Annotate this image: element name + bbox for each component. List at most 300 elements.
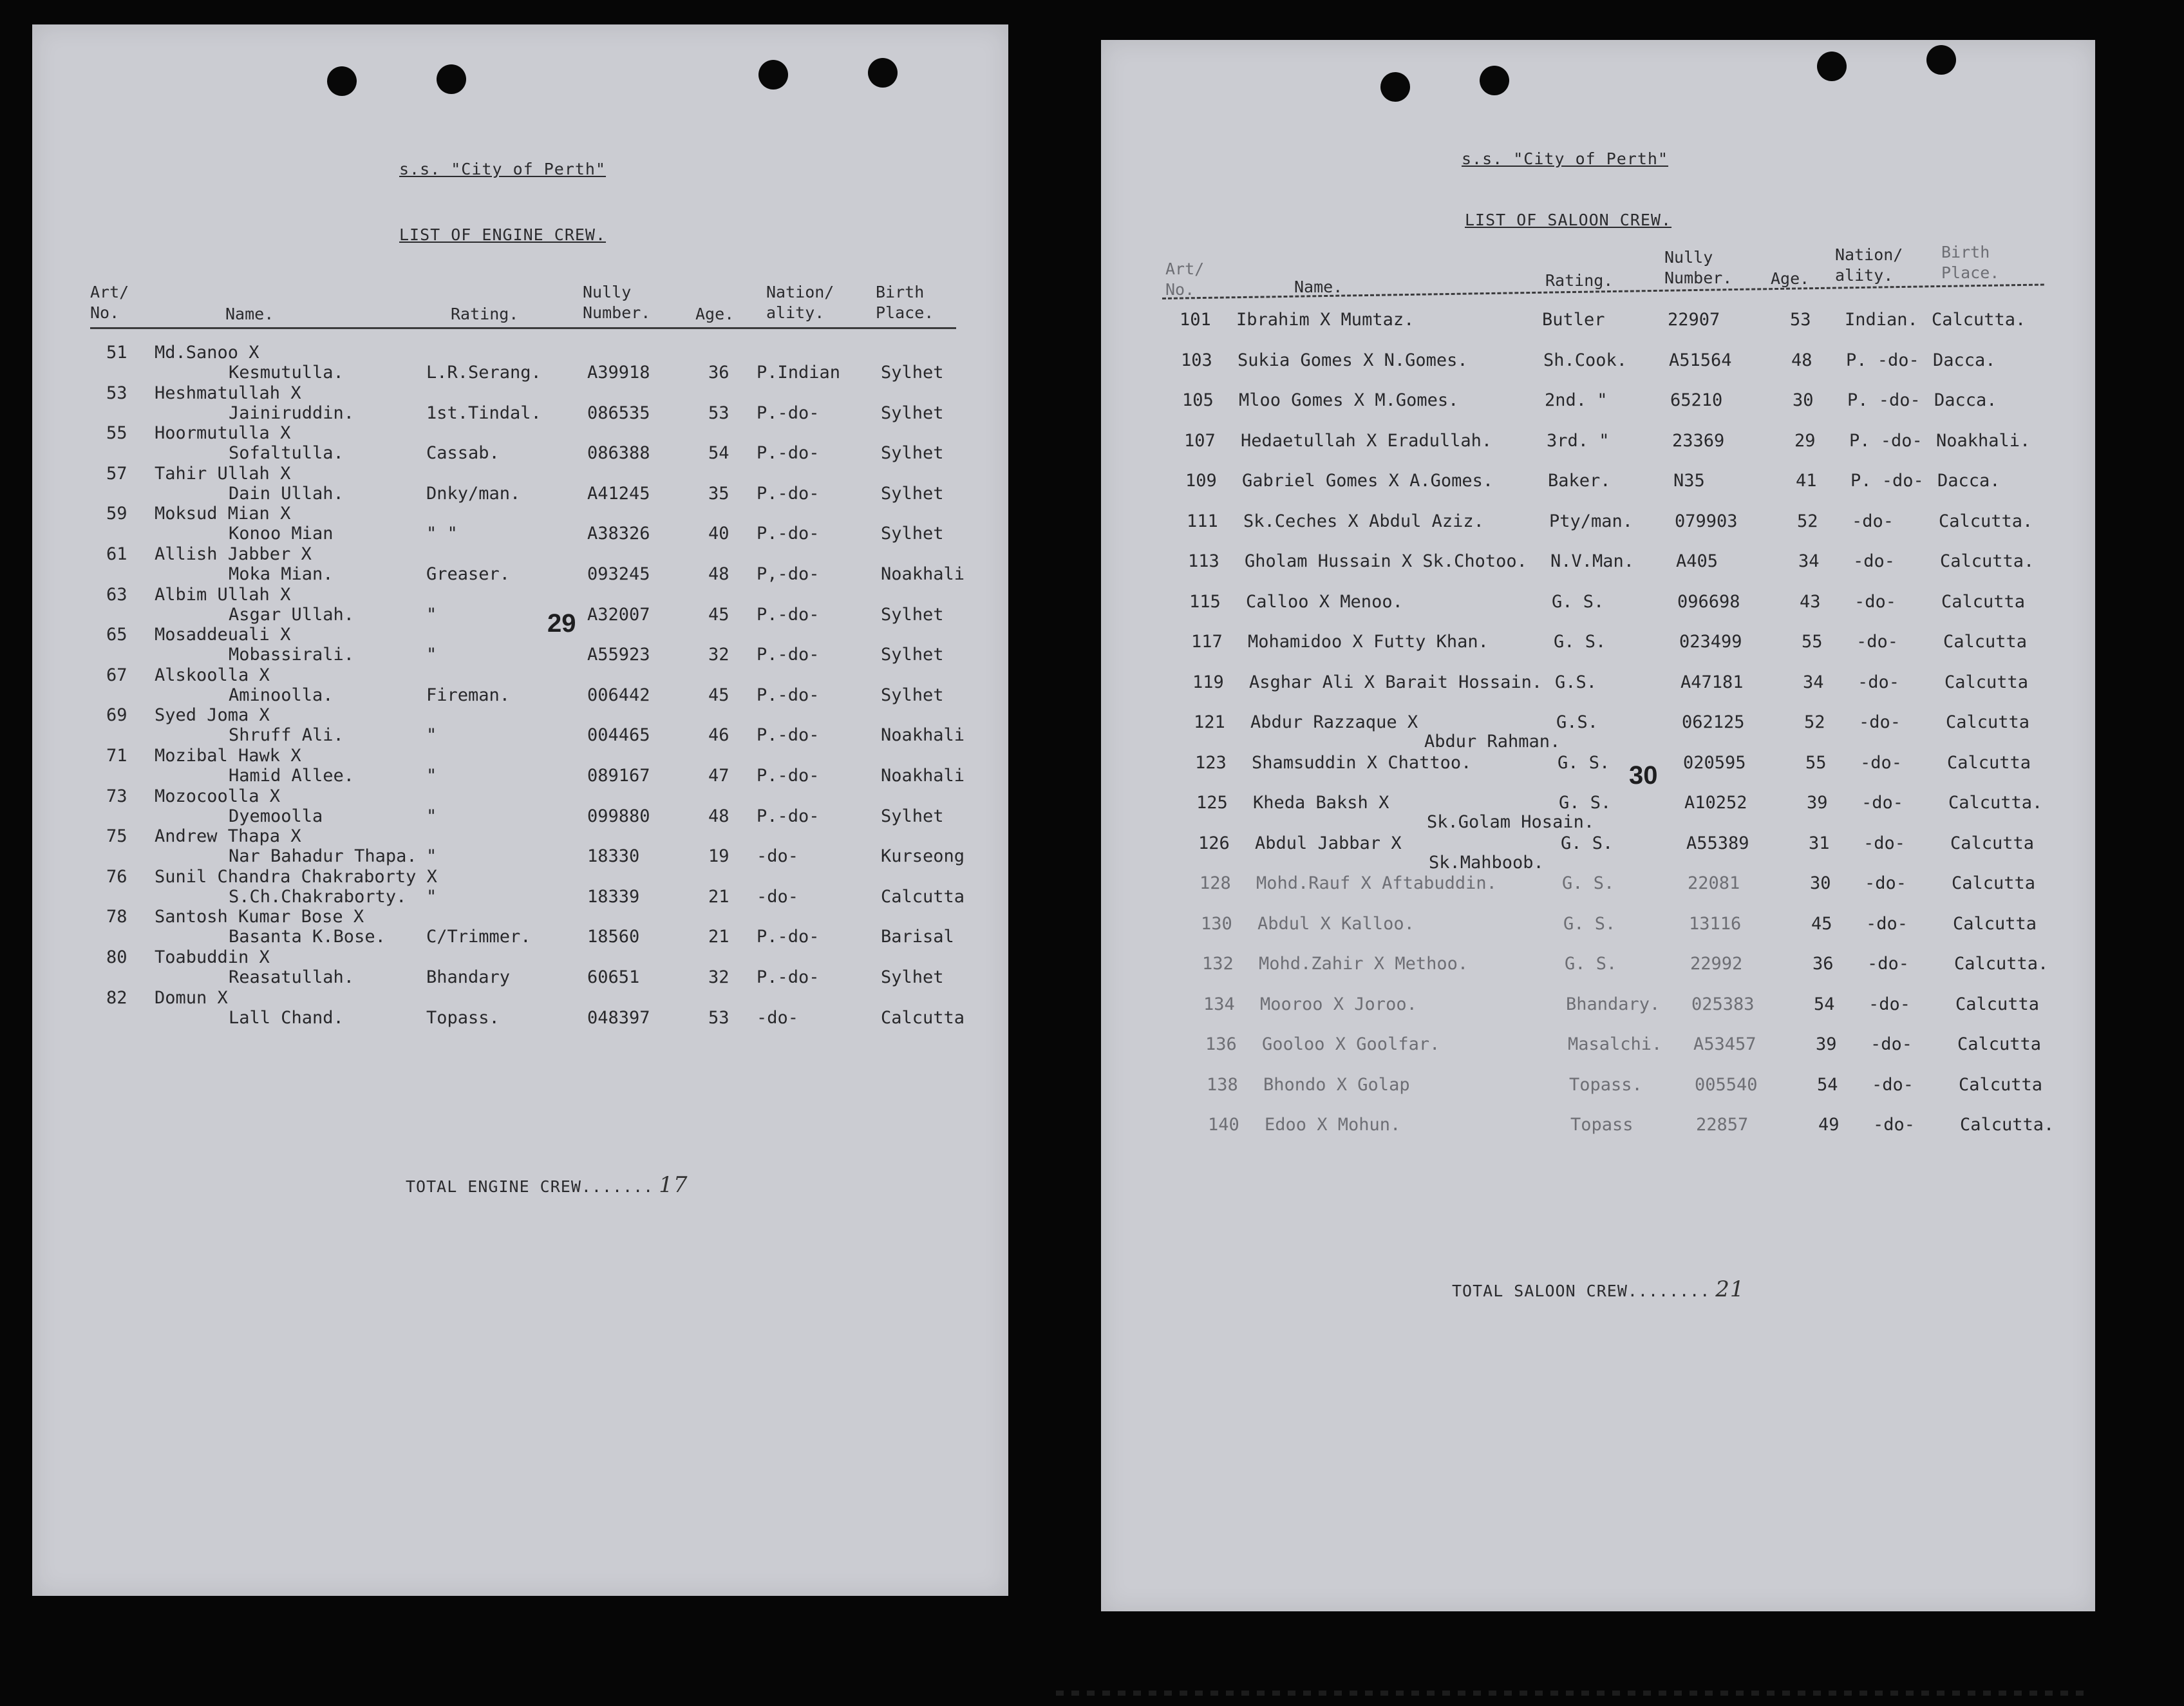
age: 30 bbox=[1793, 390, 1814, 410]
art-no: 119 bbox=[1192, 672, 1224, 692]
age: 54 bbox=[1814, 994, 1835, 1014]
total-line bbox=[1452, 1276, 1745, 1302]
age: 29 bbox=[1794, 430, 1816, 451]
name-continuation: Abdur Rahman. bbox=[1424, 732, 1561, 752]
age: 54 bbox=[708, 443, 730, 464]
name-line1: Hoormutulla X bbox=[155, 423, 291, 444]
birth-place: Calcutta bbox=[881, 1007, 965, 1028]
nully-number: A55923 bbox=[587, 645, 650, 665]
name-line2: Kesmutulla. bbox=[229, 363, 344, 383]
table-row bbox=[1101, 834, 2095, 874]
table-row bbox=[1101, 995, 2095, 1035]
nationality: Indian. bbox=[1845, 310, 1918, 330]
art-no: 125 bbox=[1196, 793, 1228, 813]
header-nully-number: Nully Number. bbox=[1664, 248, 1733, 287]
table-row bbox=[1101, 915, 2095, 954]
name: Abdul Jabbar X bbox=[1255, 833, 1402, 853]
saloon-crew-page bbox=[1101, 40, 2095, 1611]
nully-number: A55389 bbox=[1686, 833, 1749, 853]
punch-hole bbox=[1480, 66, 1509, 95]
nationality: P.-do- bbox=[757, 483, 820, 504]
name: Gholam Hussain X Sk.Chotoo. bbox=[1245, 551, 1527, 571]
nationality: P.-do- bbox=[757, 645, 820, 665]
name: Gabriel Gomes X A.Gomes. bbox=[1242, 471, 1494, 491]
page-number: 29 bbox=[547, 609, 576, 638]
nully-number: 23369 bbox=[1672, 430, 1725, 451]
nully-number: 093245 bbox=[587, 564, 650, 584]
table-row bbox=[1101, 391, 2095, 431]
name-line2: Aminoolla. bbox=[229, 685, 334, 705]
header-art-no: Art/ No. bbox=[90, 283, 129, 322]
rating: Masalchi. bbox=[1568, 1034, 1662, 1054]
birth-place: Calcutta. bbox=[1960, 1115, 2055, 1135]
age: 47 bbox=[708, 766, 730, 786]
name: Ibrahim X Mumtaz. bbox=[1236, 310, 1415, 330]
engine-crew-page bbox=[32, 24, 1008, 1596]
page-subtitle: LIST OF SALOON CREW. bbox=[1465, 211, 1672, 229]
nully-number: 22992 bbox=[1690, 954, 1743, 974]
rating: Topass. bbox=[1569, 1074, 1643, 1095]
art-no: 67 bbox=[106, 665, 127, 685]
birth-place: Dacca. bbox=[1933, 350, 1996, 370]
birth-place: Dacca. bbox=[1934, 390, 1997, 410]
name-line1: Tahir Ullah X bbox=[155, 463, 291, 484]
birth-place: Calcutta. bbox=[1940, 551, 2035, 571]
age: 21 bbox=[708, 886, 730, 907]
nationality: P.-do- bbox=[757, 443, 820, 464]
nationality: -do- bbox=[757, 886, 799, 907]
birth-place: Sylhet bbox=[881, 806, 944, 826]
nationality: P.Indian bbox=[757, 363, 841, 383]
birth-place: Noakhali bbox=[881, 725, 965, 746]
birth-place: Sylhet bbox=[881, 685, 944, 705]
table-row bbox=[32, 907, 1008, 947]
nationality: -do- bbox=[1869, 994, 1911, 1014]
rating: " " bbox=[426, 524, 458, 544]
table-row bbox=[1101, 713, 2095, 753]
nationality: -do- bbox=[1852, 511, 1894, 531]
nully-number: 18330 bbox=[587, 846, 640, 867]
nationality: -do- bbox=[757, 1007, 799, 1028]
age: 30 bbox=[1810, 873, 1831, 893]
name-line2: Hamid Allee. bbox=[229, 766, 355, 786]
page-title: s.s. "City of Perth" bbox=[1462, 149, 1669, 168]
nationality: P.-do- bbox=[757, 967, 820, 987]
name-line2: Moka Mian. bbox=[229, 564, 334, 584]
table-row bbox=[1101, 310, 2095, 350]
age: 53 bbox=[1790, 310, 1811, 330]
birth-place: Sylhet bbox=[881, 403, 944, 423]
name: Mohd.Zahir X Methoo. bbox=[1259, 954, 1469, 974]
nully-number: 025383 bbox=[1691, 994, 1755, 1014]
age: 53 bbox=[708, 1007, 730, 1028]
birth-place: Sylhet bbox=[881, 967, 944, 987]
art-no: 61 bbox=[106, 544, 127, 564]
nully-number: A39918 bbox=[587, 363, 650, 383]
age: 45 bbox=[1811, 913, 1832, 934]
birth-place: Calcutta bbox=[1957, 1034, 2042, 1054]
art-no: 134 bbox=[1203, 994, 1235, 1014]
birth-place: Calcutta. bbox=[1954, 954, 2049, 974]
name-line2: Dain Ullah. bbox=[229, 483, 344, 504]
name: Calloo X Menoo. bbox=[1246, 591, 1403, 612]
art-no: 121 bbox=[1194, 712, 1225, 732]
rating: Butler bbox=[1542, 310, 1605, 330]
total-label: TOTAL SALOON CREW........ bbox=[1452, 1282, 1711, 1300]
name-line1: Mosaddeuali X bbox=[155, 625, 291, 645]
name-line1: Albim Ullah X bbox=[155, 584, 291, 605]
birth-place: Calcutta bbox=[1941, 591, 2026, 612]
rating: " bbox=[426, 886, 437, 907]
nationality: P.-do- bbox=[757, 685, 820, 705]
nully-number: 079903 bbox=[1675, 511, 1738, 531]
rating: G. S. bbox=[1561, 833, 1614, 853]
header-nully-number: Nully Number. bbox=[583, 283, 651, 322]
table-row bbox=[32, 989, 1008, 1028]
table-row bbox=[1101, 592, 2095, 632]
name-line1: Mozibal Hawk X bbox=[155, 746, 301, 766]
table-row bbox=[1101, 753, 2095, 793]
rating: G. S. bbox=[1565, 954, 1617, 974]
name-line2: Sofaltulla. bbox=[229, 443, 344, 464]
table-row bbox=[1101, 512, 2095, 552]
nully-number: 005540 bbox=[1695, 1074, 1758, 1095]
nationality: -do- bbox=[1872, 1074, 1914, 1095]
birth-place: Kurseong bbox=[881, 846, 965, 867]
table-row bbox=[1101, 874, 2095, 914]
age: 48 bbox=[708, 806, 730, 826]
page-title: s.s. "City of Perth" bbox=[399, 160, 607, 178]
age: 32 bbox=[708, 967, 730, 987]
rating: " bbox=[426, 766, 437, 786]
name-line2: Dyemoolla bbox=[229, 806, 323, 826]
nationality: P.-do- bbox=[757, 927, 820, 947]
art-no: 78 bbox=[106, 907, 127, 927]
rating: 2nd. " bbox=[1545, 390, 1608, 410]
nationality: -do- bbox=[1873, 1115, 1916, 1135]
header-birth-place: Birth Place. bbox=[1941, 243, 2000, 282]
rating: G.S. bbox=[1555, 672, 1597, 692]
table-row bbox=[1101, 632, 2095, 672]
header-art-no: Art/ No. bbox=[1165, 260, 1205, 299]
rating: Topass. bbox=[426, 1007, 500, 1028]
birth-place: Calcutta. bbox=[1939, 511, 2033, 531]
rating: Bhandary. bbox=[1566, 994, 1661, 1014]
rating: " bbox=[426, 645, 437, 665]
table-row bbox=[1101, 954, 2095, 994]
name: Sk.Ceches X Abdul Aziz. bbox=[1243, 511, 1484, 531]
age: 34 bbox=[1803, 672, 1824, 692]
birth-place: Sylhet bbox=[881, 524, 944, 544]
nully-number: 22857 bbox=[1696, 1115, 1749, 1135]
name-line1: Syed Joma X bbox=[155, 705, 270, 726]
name-line1: Sunil Chandra Chakraborty X bbox=[155, 866, 437, 887]
nationality: P.-do- bbox=[757, 403, 820, 423]
nully-number: 004465 bbox=[587, 725, 650, 746]
art-no: 107 bbox=[1184, 430, 1216, 451]
birth-place: Calcutta bbox=[1955, 994, 2040, 1014]
art-no: 132 bbox=[1202, 954, 1234, 974]
nationality: -do- bbox=[1861, 793, 1904, 813]
table-row bbox=[1101, 351, 2095, 391]
name-line1: Santosh Kumar Bose X bbox=[155, 907, 364, 927]
birth-place: Calcutta. bbox=[1948, 793, 2043, 813]
age: 52 bbox=[1804, 712, 1825, 732]
age: 39 bbox=[1807, 793, 1828, 813]
age: 34 bbox=[1798, 551, 1820, 571]
art-no: 76 bbox=[106, 866, 127, 887]
art-no: 51 bbox=[106, 343, 127, 363]
nully-number: N35 bbox=[1673, 471, 1705, 491]
nationality: P.-do- bbox=[757, 766, 820, 786]
nully-number: A41245 bbox=[587, 483, 650, 504]
nationality: -do- bbox=[1856, 632, 1899, 652]
name: Asghar Ali X Barait Hossain. bbox=[1249, 672, 1543, 692]
rating: G. S. bbox=[1559, 793, 1612, 813]
name-line2: Reasatullah. bbox=[229, 967, 355, 987]
table-row bbox=[32, 464, 1008, 504]
nully-number: 22081 bbox=[1688, 873, 1740, 893]
age: 48 bbox=[708, 564, 730, 584]
birth-place: Noakhali. bbox=[1936, 430, 2031, 451]
nationality: P. -do- bbox=[1846, 350, 1919, 370]
nully-number: A32007 bbox=[587, 604, 650, 625]
age: 21 bbox=[708, 927, 730, 947]
header-rating: Rating. bbox=[451, 305, 519, 323]
rating: Fireman. bbox=[426, 685, 511, 705]
birth-place: Calcutta. bbox=[1932, 310, 2026, 330]
art-no: 138 bbox=[1207, 1074, 1238, 1095]
art-no: 80 bbox=[106, 947, 127, 967]
nully-number: 65210 bbox=[1670, 390, 1723, 410]
age: 46 bbox=[708, 725, 730, 746]
age: 52 bbox=[1797, 511, 1818, 531]
table-row bbox=[32, 343, 1008, 383]
birth-place: Sylhet bbox=[881, 483, 944, 504]
birth-place: Calcutta bbox=[1950, 833, 2035, 853]
name: Sukia Gomes X N.Gomes. bbox=[1238, 350, 1468, 370]
punch-hole bbox=[1380, 72, 1410, 102]
rating: N.V.Man. bbox=[1550, 551, 1635, 571]
rating: " bbox=[426, 725, 437, 746]
rating: G.S. bbox=[1556, 712, 1599, 732]
art-no: 82 bbox=[106, 987, 127, 1008]
art-no: 63 bbox=[106, 584, 127, 605]
table-row bbox=[32, 666, 1008, 706]
rating: Bhandary bbox=[426, 967, 511, 987]
nationality: P. -do- bbox=[1850, 471, 1924, 491]
rating: Greaser. bbox=[426, 564, 511, 584]
rating: Pty/man. bbox=[1549, 511, 1633, 531]
birth-place: Dacca. bbox=[1937, 471, 2000, 491]
name-line2: S.Ch.Chakraborty. bbox=[229, 886, 407, 907]
art-no: 103 bbox=[1181, 350, 1212, 370]
table-row bbox=[1101, 673, 2095, 713]
art-no: 109 bbox=[1185, 471, 1217, 491]
birth-place: Calcutta bbox=[1947, 752, 2031, 773]
name: Hedaetullah X Eradullah. bbox=[1241, 430, 1492, 451]
rating: G. S. bbox=[1554, 632, 1606, 652]
name-line2: Lall Chand. bbox=[229, 1007, 344, 1028]
nully-number: 048397 bbox=[587, 1007, 650, 1028]
punch-hole bbox=[1817, 52, 1847, 81]
nationality: -do- bbox=[1853, 551, 1896, 571]
age: 49 bbox=[1818, 1115, 1840, 1135]
age: 53 bbox=[708, 403, 730, 423]
birth-place: Calcutta bbox=[881, 886, 965, 907]
art-no: 69 bbox=[106, 705, 127, 726]
rating: " bbox=[426, 604, 437, 625]
nationality: -do- bbox=[757, 846, 799, 867]
nationality: -do- bbox=[1863, 833, 1906, 853]
nully-number: 18560 bbox=[587, 927, 640, 947]
header-name: Name. bbox=[225, 305, 274, 323]
rating: " bbox=[426, 846, 437, 867]
art-no: 73 bbox=[106, 786, 127, 806]
art-no: 115 bbox=[1189, 591, 1221, 612]
nationality: -do- bbox=[1858, 672, 1900, 692]
rating: 3rd. " bbox=[1547, 430, 1610, 451]
art-no: 71 bbox=[106, 746, 127, 766]
birth-place: Calcutta bbox=[1944, 672, 2029, 692]
header-age: Age. bbox=[1771, 269, 1810, 288]
rating: G. S. bbox=[1558, 752, 1610, 773]
rating: Baker. bbox=[1548, 471, 1611, 491]
nationality: -do- bbox=[1865, 873, 1907, 893]
nully-number: 13116 bbox=[1689, 913, 1742, 934]
engine-crew-table bbox=[32, 343, 1008, 1071]
table-row bbox=[32, 746, 1008, 786]
birth-place: Sylhet bbox=[881, 443, 944, 464]
header-birth-place: Birth Place. bbox=[876, 283, 934, 322]
art-no: 136 bbox=[1205, 1034, 1237, 1054]
table-row bbox=[1101, 1076, 2095, 1115]
table-row bbox=[32, 384, 1008, 424]
nationality: P.-do- bbox=[757, 725, 820, 746]
nully-number: 006442 bbox=[587, 685, 650, 705]
nationality: -do- bbox=[1867, 954, 1910, 974]
punch-hole bbox=[1926, 45, 1956, 75]
name-line2: Basanta K.Bose. bbox=[229, 927, 386, 947]
table-row bbox=[32, 424, 1008, 464]
name-line1: Moksud Mian X bbox=[155, 504, 291, 524]
total-value: 21 bbox=[1715, 1276, 1745, 1302]
name-line1: Mozocoolla X bbox=[155, 786, 281, 806]
rating: Dnky/man. bbox=[426, 483, 521, 504]
nationality: P.-do- bbox=[757, 806, 820, 826]
name: Bhondo X Golap bbox=[1263, 1074, 1410, 1095]
punch-hole bbox=[868, 58, 898, 88]
art-no: 75 bbox=[106, 826, 127, 847]
art-no: 55 bbox=[106, 423, 127, 444]
name: Mohd.Rauf X Aftabuddin. bbox=[1256, 873, 1497, 893]
punch-hole bbox=[327, 66, 357, 96]
birth-place: Sylhet bbox=[881, 604, 944, 625]
birth-place: Sylhet bbox=[881, 363, 944, 383]
art-no: 59 bbox=[106, 504, 127, 524]
art-no: 130 bbox=[1201, 913, 1232, 934]
art-no: 53 bbox=[106, 383, 127, 403]
name-line1: Andrew Thapa X bbox=[155, 826, 301, 847]
header-rule bbox=[90, 327, 956, 329]
art-no: 101 bbox=[1180, 310, 1211, 330]
name: Mooroo X Joroo. bbox=[1260, 994, 1417, 1014]
age: 41 bbox=[1796, 471, 1817, 491]
rating: Topass bbox=[1570, 1115, 1633, 1135]
table-row bbox=[32, 827, 1008, 867]
name-continuation: Sk.Mahboob. bbox=[1429, 852, 1544, 873]
page-subtitle: LIST OF ENGINE CREW. bbox=[399, 225, 607, 244]
header-nationality: Nation/ ality. bbox=[1835, 245, 1903, 285]
total-line bbox=[406, 1172, 688, 1198]
art-no: 117 bbox=[1191, 632, 1223, 652]
age: 31 bbox=[1809, 833, 1830, 853]
table-row bbox=[1101, 471, 2095, 511]
name-continuation: Sk.Golam Hosain. bbox=[1427, 812, 1595, 832]
age: 35 bbox=[708, 483, 730, 504]
nully-number: 096698 bbox=[1677, 591, 1740, 612]
art-no: 57 bbox=[106, 463, 127, 484]
table-row bbox=[32, 625, 1008, 665]
name: Abdur Razzaque X bbox=[1250, 712, 1418, 732]
name-line2: Jainiruddin. bbox=[229, 403, 355, 423]
age: 54 bbox=[1817, 1074, 1838, 1095]
art-no: 123 bbox=[1195, 752, 1227, 773]
age: 39 bbox=[1816, 1034, 1837, 1054]
film-edge bbox=[1056, 1691, 2086, 1696]
age: 55 bbox=[1805, 752, 1827, 773]
age: 43 bbox=[1800, 591, 1821, 612]
table-row bbox=[1101, 1035, 2095, 1075]
art-no: 126 bbox=[1198, 833, 1230, 853]
art-no: 140 bbox=[1208, 1115, 1239, 1135]
nully-number: A51564 bbox=[1669, 350, 1732, 370]
table-row bbox=[32, 948, 1008, 988]
nully-number: 086535 bbox=[587, 403, 650, 423]
nationality: -do- bbox=[1870, 1034, 1913, 1054]
nationality: P. -do- bbox=[1847, 390, 1921, 410]
name-line2: Konoo Mian bbox=[229, 524, 334, 544]
table-row bbox=[32, 706, 1008, 746]
name-line2: Shruff Ali. bbox=[229, 725, 344, 746]
header-age: Age. bbox=[695, 305, 735, 323]
rating: L.R.Serang. bbox=[426, 363, 541, 383]
birth-place: Calcutta bbox=[1952, 873, 2036, 893]
name-line2: Asgar Ullah. bbox=[229, 604, 355, 625]
name-line2: Mobassirali. bbox=[229, 645, 355, 665]
header-rating: Rating. bbox=[1545, 271, 1614, 290]
name: Mloo Gomes X M.Gomes. bbox=[1239, 390, 1459, 410]
birth-place: Calcutta bbox=[1943, 632, 2028, 652]
punch-hole bbox=[437, 64, 466, 94]
age: 55 bbox=[1802, 632, 1823, 652]
art-no: 128 bbox=[1200, 873, 1231, 893]
rating: G. S. bbox=[1562, 873, 1615, 893]
birth-place: Noakhali bbox=[881, 564, 965, 584]
nully-number: 22907 bbox=[1668, 310, 1720, 330]
nully-number: A38326 bbox=[587, 524, 650, 544]
age: 40 bbox=[708, 524, 730, 544]
nationality: -do- bbox=[1854, 591, 1897, 612]
name: Shamsuddin X Chattoo. bbox=[1252, 752, 1472, 773]
name: Gooloo X Goolfar. bbox=[1262, 1034, 1440, 1054]
table-row bbox=[1101, 1115, 2095, 1155]
name: Mohamidoo X Futty Khan. bbox=[1248, 632, 1489, 652]
header-nationality: Nation/ ality. bbox=[766, 283, 834, 322]
art-no: 111 bbox=[1187, 511, 1218, 531]
name-line2: Nar Bahadur Thapa. bbox=[229, 846, 417, 867]
table-row bbox=[32, 787, 1008, 827]
